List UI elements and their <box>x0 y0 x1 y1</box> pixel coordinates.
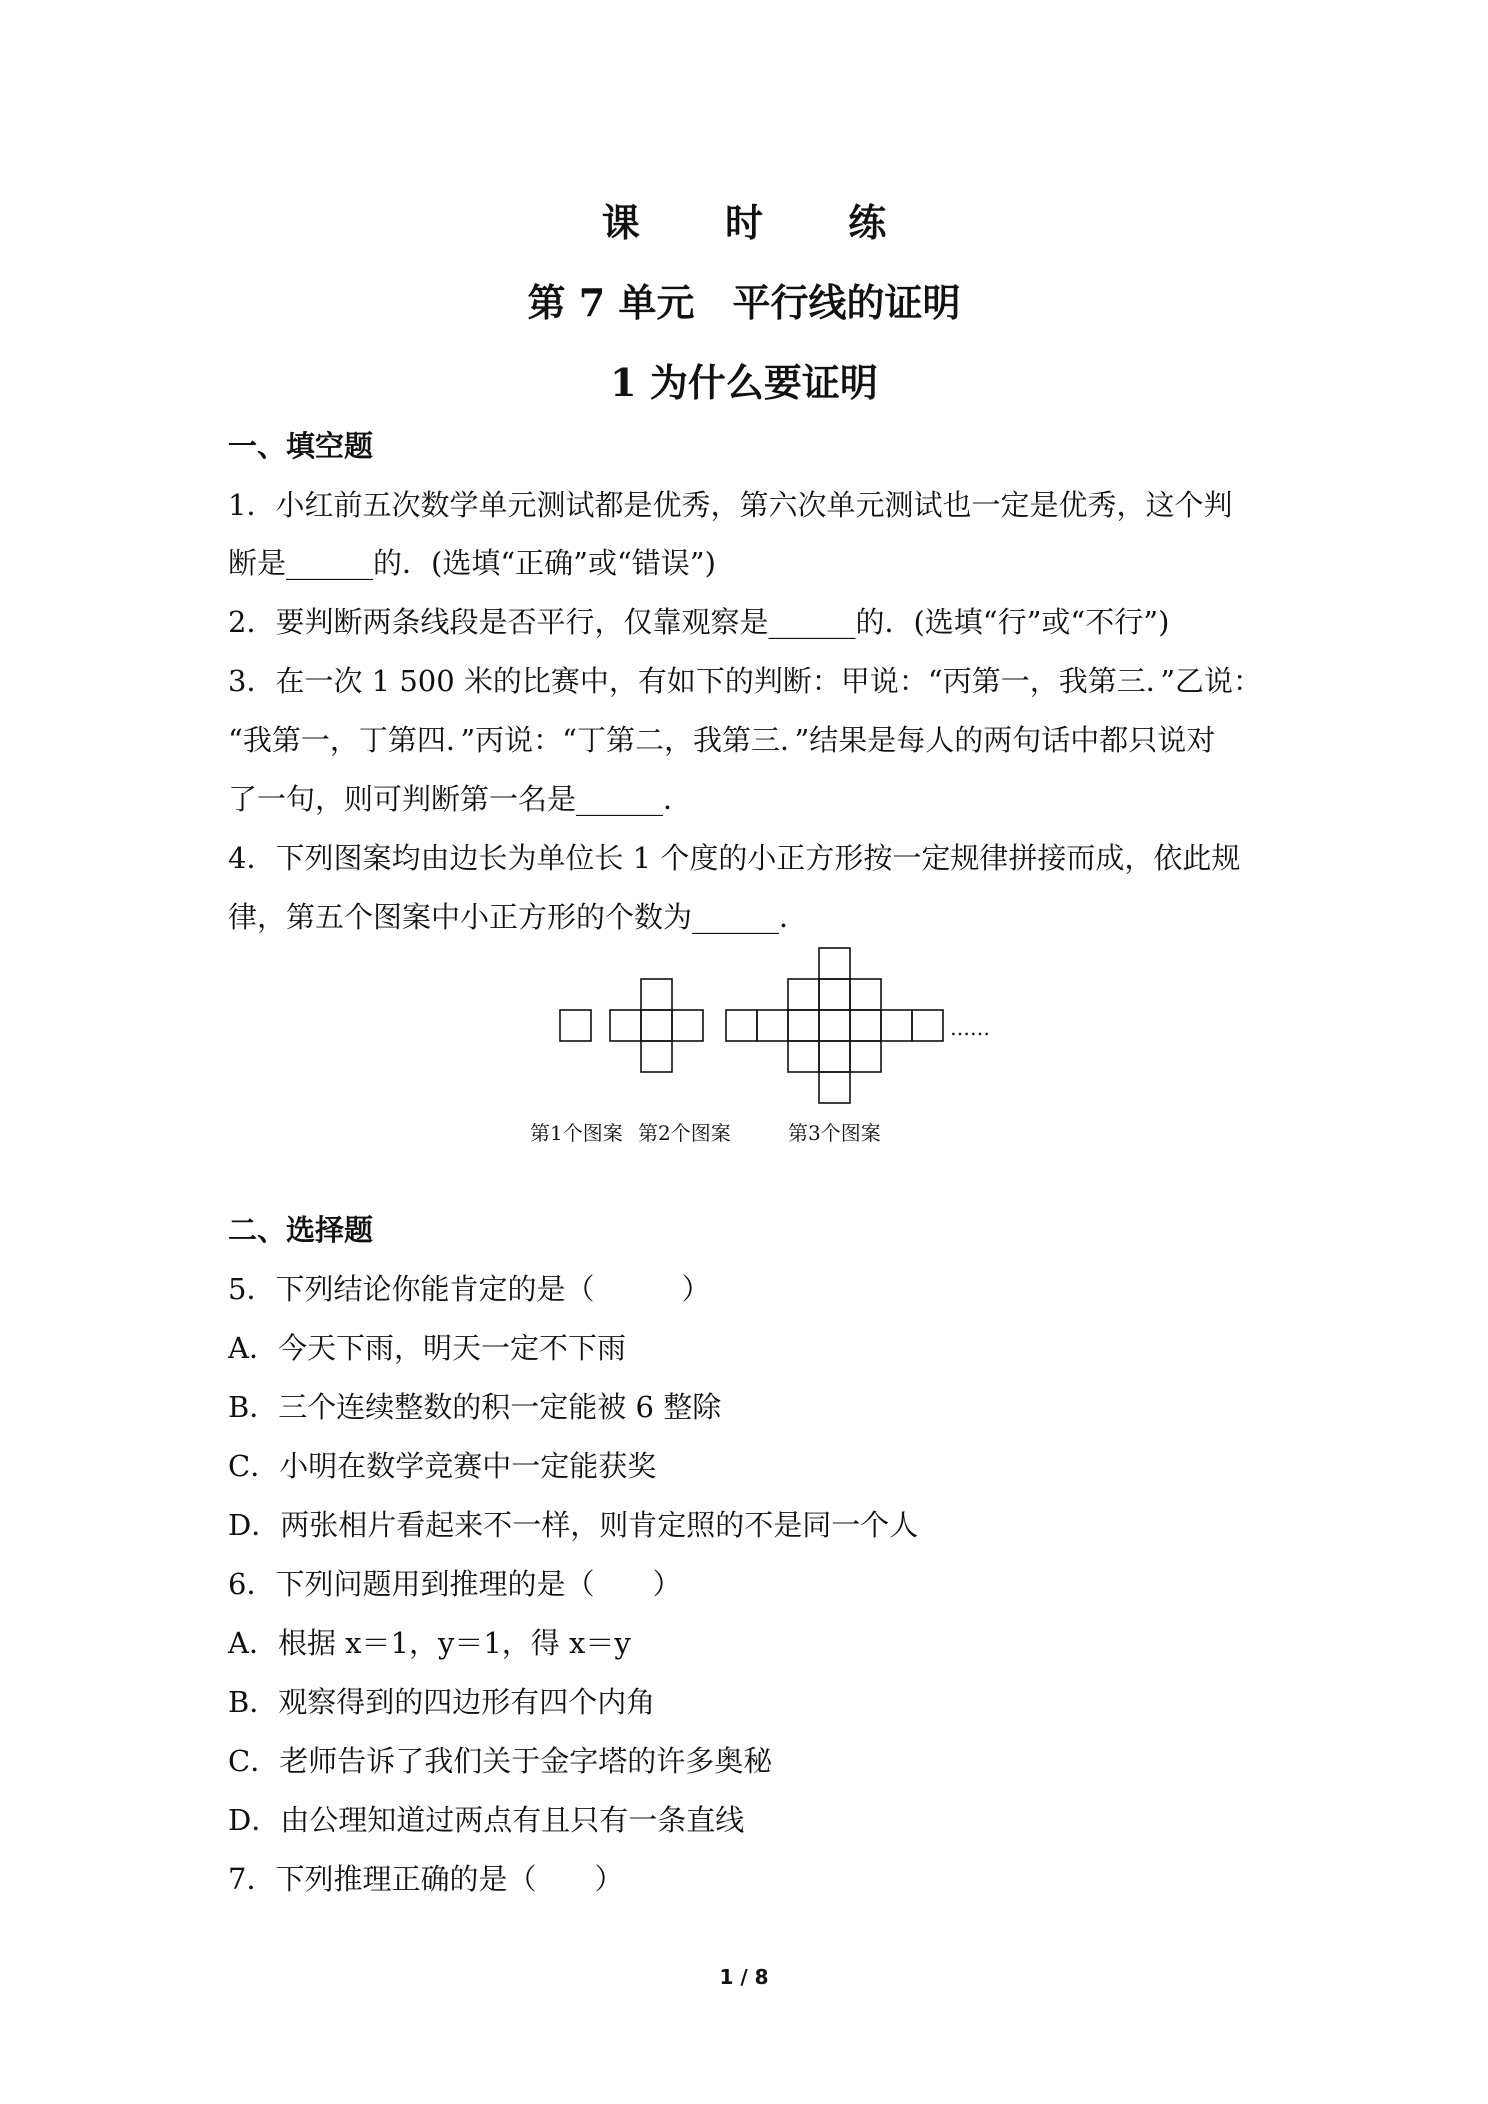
pattern-1 <box>560 1010 591 1041</box>
pattern-square <box>850 1010 881 1041</box>
pattern-2 <box>610 979 703 1072</box>
pattern-square <box>819 1041 850 1072</box>
pattern-ellipsis: …… <box>950 1016 990 1040</box>
pattern-square <box>560 1010 591 1041</box>
pattern-square <box>641 1010 672 1041</box>
pattern-square <box>912 1010 943 1041</box>
question-2-line-1: 2．要判断两条线段是否平行，仅靠观察是______的．(选填“行”或“不行”) <box>228 605 1170 639</box>
question-4-line-2: 律，第五个图案中小正方形的个数为______． <box>228 900 809 934</box>
doc-title: 课 时 练 <box>601 200 923 245</box>
lesson-title: 1 为什么要证明 <box>610 360 878 405</box>
question-3-line-3: 了一句，则可判断第一名是______． <box>228 782 693 816</box>
caption-pattern-3: 第3个图案 <box>788 1121 881 1145</box>
question-3-line-1: 3．在一次 1 500 米的比赛中，有如下的判断：甲说：“丙第一，我第三．”乙说： <box>228 664 1263 698</box>
unit-title: 第 7 单元 平行线的证明 <box>527 280 961 325</box>
pattern-square <box>819 1010 850 1041</box>
question-6-option-d: D．由公理知道过两点有且只有一条直线 <box>228 1803 745 1837</box>
question-3-line-2: “我第一，丁第四．”丙说：“丁第二，我第三．”结果是每人的两句话中都只说对 <box>228 723 1216 757</box>
question-5-stem: 5．下列结论你能肯定的是（ ） <box>228 1272 711 1306</box>
page-number: 1 / 8 <box>719 1965 769 1989</box>
question-5-option-a: A．今天下雨，明天一定不下雨 <box>228 1331 626 1365</box>
pattern-square <box>757 1010 788 1041</box>
question-1-line-1: 1．小红前五次数学单元测试都是优秀，第六次单元测试也一定是优秀，这个判 <box>228 488 1233 522</box>
pattern-square <box>788 1041 819 1072</box>
pattern-square <box>850 1041 881 1072</box>
question-6-stem: 6．下列问题用到推理的是（ ） <box>228 1567 682 1601</box>
question-1-line-2: 断是______的．(选填“正确”或“错误”) <box>228 546 716 580</box>
question-4-line-1: 4．下列图案均由边长为单位长 1 个度的小正方形按一定规律拼接而成，依此规 <box>228 841 1241 875</box>
pattern-square <box>610 1010 641 1041</box>
question-6-option-b: B．观察得到的四边形有四个内角 <box>228 1685 656 1719</box>
pattern-square <box>788 979 819 1010</box>
section-heading-fill-in: 一、填空题 <box>228 429 374 463</box>
question-5-option-d: D．两张相片看起来不一样，则肯定照的不是同一个人 <box>228 1508 919 1542</box>
question-6-option-c: C．老师告诉了我们关于金字塔的许多奥秘 <box>228 1744 773 1778</box>
pattern-square <box>788 1010 819 1041</box>
pattern-square <box>819 979 850 1010</box>
question-5-option-c: C．小明在数学竞赛中一定能获奖 <box>228 1449 657 1483</box>
caption-pattern-2: 第2个图案 <box>638 1121 731 1145</box>
question-6-option-a: A．根据 x＝1，y＝1，得 x＝y <box>228 1626 631 1660</box>
pattern-square <box>672 1010 703 1041</box>
caption-pattern-1: 第1个图案 <box>530 1121 623 1145</box>
pattern-square <box>850 979 881 1010</box>
pattern-square <box>819 948 850 979</box>
pattern-square <box>641 979 672 1010</box>
pattern-3 <box>726 948 943 1103</box>
question-5-option-b: B．三个连续整数的积一定能被 6 整除 <box>228 1390 722 1424</box>
pattern-square <box>641 1041 672 1072</box>
square-pattern-figure <box>520 945 1040 1145</box>
pattern-square <box>881 1010 912 1041</box>
pattern-square <box>726 1010 757 1041</box>
square-pattern-svg <box>520 945 1040 1145</box>
pattern-square <box>819 1072 850 1103</box>
question-7-stem: 7．下列推理正确的是（ ） <box>228 1862 624 1896</box>
section-heading-multiple-choice: 二、选择题 <box>228 1213 374 1247</box>
